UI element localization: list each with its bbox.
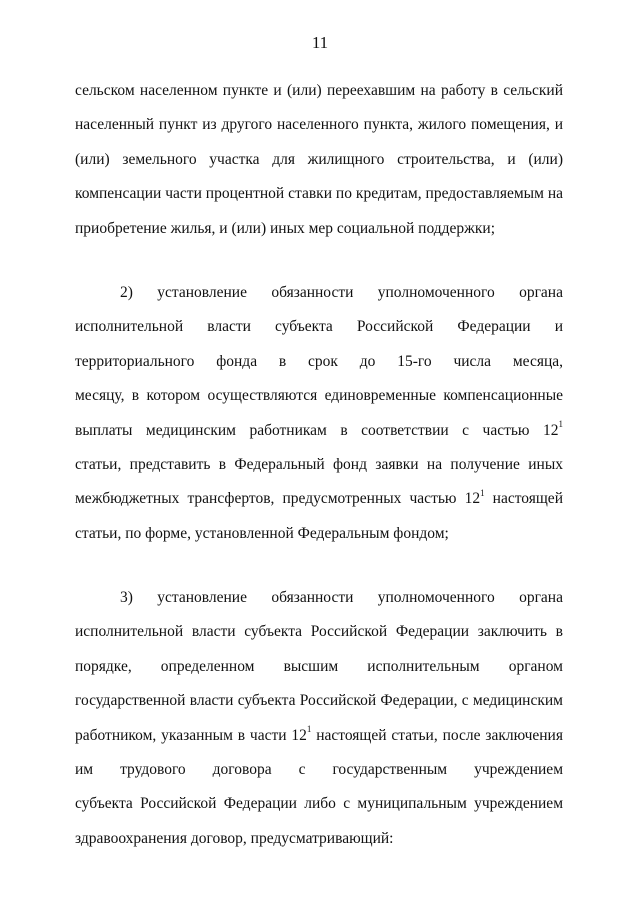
text-line: населенный пункт из другого населенного пункта, жилого помещения, и	[75, 116, 563, 134]
superscript: 1	[558, 419, 563, 430]
text-line: сельском населенном пункте и (или) переехавшим на работу в сельский	[75, 82, 563, 99]
paragraph-gap	[75, 246, 563, 276]
line-text: выплаты медицинским работникам в соответствии с частью 12	[75, 421, 559, 439]
text-line: исполнительной власти субъекта Российской Федерации и	[75, 318, 563, 336]
text-line: компенсации части процентной ставки по кредитам, предоставляемым на	[75, 185, 563, 203]
text-line: статьи, по форме, установленной Федеральным фондом;	[75, 524, 449, 542]
line-text: работником, указанным в части 12	[75, 726, 307, 744]
line-text: межбюджетных трансфертов, предусмотренных частью 12	[75, 490, 481, 508]
line-text: настоящей	[484, 490, 563, 508]
text-line: 2) установление обязанности уполномоченного органа	[120, 283, 563, 301]
text-line: государственной власти субъекта Российской Федерации, с медицинским	[75, 692, 563, 710]
text-line: 3) установление обязанности уполномоченного органа	[120, 589, 563, 607]
text-line: статьи, представить в Федеральный фонд заявки на получение иных	[75, 455, 563, 473]
text-line: (или) земельного участка для жилищного строительства, и (или)	[75, 150, 563, 168]
text-line: порядке, определенном высшим исполнительным органом	[75, 657, 563, 675]
page-number: 11	[311, 33, 329, 52]
text-line: субъекта Российской Федерации либо с муниципальным учреждением	[75, 795, 563, 813]
text-line: территориального фонда в срок до 15-го числа месяца,	[75, 352, 563, 370]
paragraph	[75, 276, 563, 551]
line-text: настоящей статьи, после заключения	[311, 726, 563, 744]
superscript: 1	[480, 488, 485, 499]
text-line: исполнительной власти субъекта Российской Федерации заключить в	[75, 623, 563, 641]
text-line: им трудового договора с государственным учреждением	[75, 761, 563, 779]
document-body	[75, 74, 563, 856]
paragraph	[75, 581, 563, 856]
text-line	[75, 482, 563, 516]
text-line: здравоохранения договор, предусматривающий:	[75, 829, 394, 847]
text-line: приобретение жилья, и (или) иных мер социальной поддержки;	[75, 219, 496, 237]
text-line	[75, 719, 563, 753]
paragraph	[75, 74, 563, 246]
text-line	[75, 414, 563, 448]
paragraph-gap	[75, 551, 563, 581]
text-line: месяцу, в котором осуществляются единовременные компенсационные	[75, 387, 563, 405]
superscript: 1	[306, 724, 312, 735]
